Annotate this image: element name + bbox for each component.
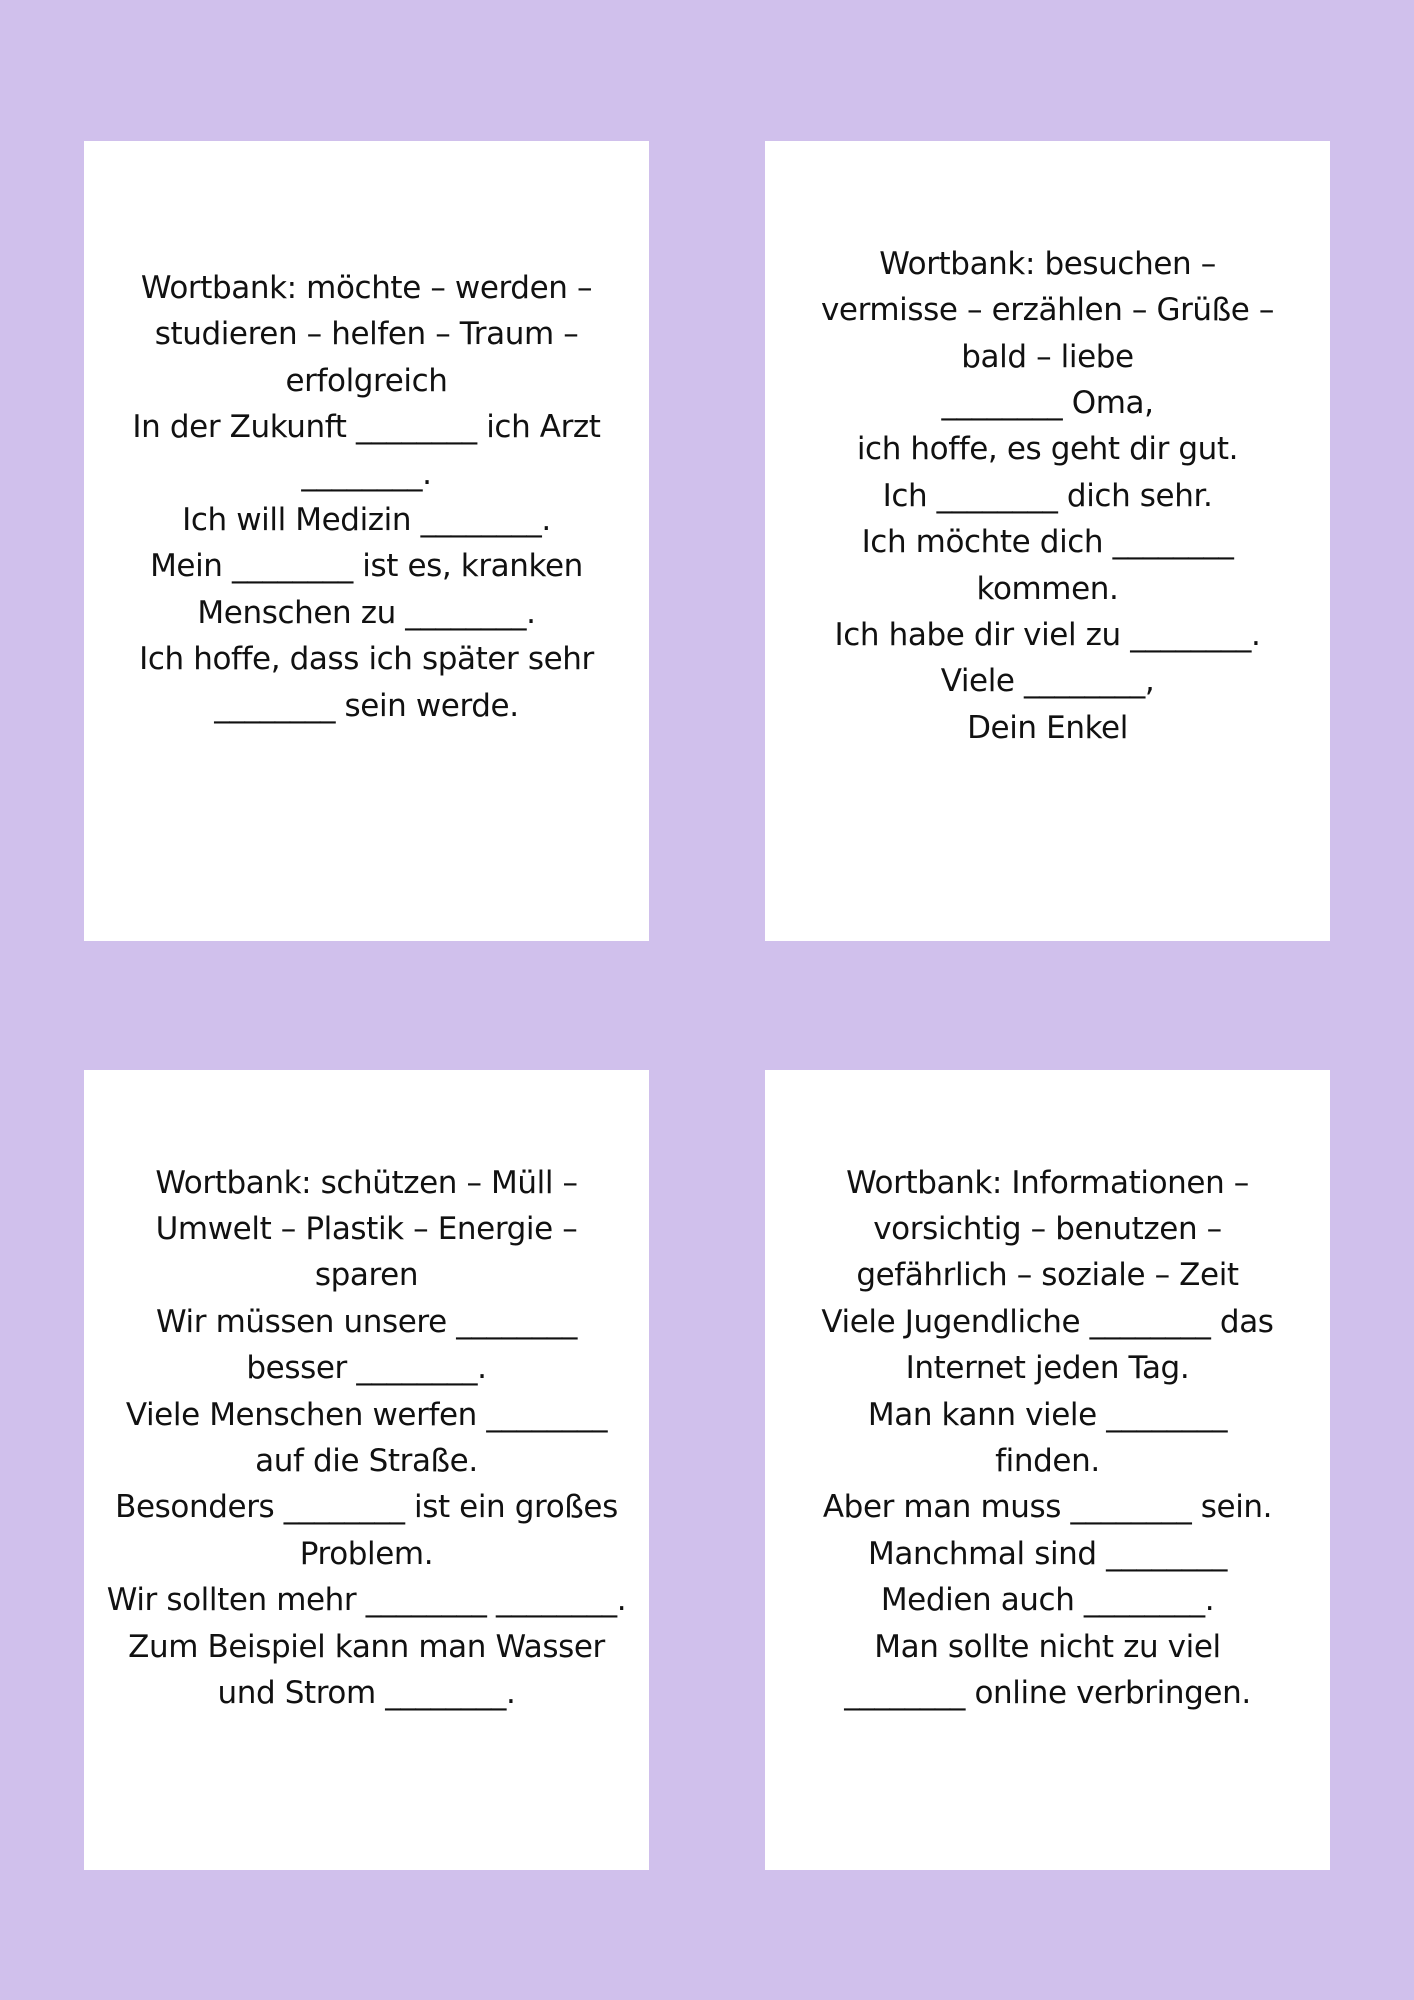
exercise-line: ich hoffe, es geht dir gut. <box>856 431 1239 468</box>
exercise-text <box>821 241 1274 751</box>
word-bank-line: Wortbank: besuchen – <box>879 245 1216 282</box>
word-bank-line: Wortbank: möchte – werden – <box>140 269 593 306</box>
exercise-line: Problem. <box>299 1535 434 1572</box>
exercise-line: ________ online verbringen. <box>844 1675 1251 1712</box>
exercise-line: Viele Jugendliche ________ das <box>821 1303 1274 1340</box>
exercise-line: auf die Straße. <box>255 1443 478 1479</box>
exercise-line: Viele ________, <box>940 663 1155 700</box>
exercise-line: Internet jeden Tag. <box>905 1350 1190 1387</box>
exercise-line: Ich will Medizin ________. <box>182 502 551 538</box>
exercise-line: Ich habe dir viel zu ________. <box>834 617 1261 654</box>
exercise-line: Ich ________ dich sehr. <box>882 477 1213 514</box>
word-bank-line: vermisse – erzählen – Grüße – <box>820 292 1275 329</box>
word-bank-line: Wortbank: schützen – Müll – <box>155 1164 578 1201</box>
exercise-line: Dein Enkel <box>967 709 1128 746</box>
word-bank-line: bald – liebe <box>961 338 1134 375</box>
exercise-text <box>107 1160 626 1717</box>
exercise-line: Menschen zu ________. <box>197 594 536 631</box>
word-bank-line: studieren – helfen – Traum – <box>154 316 579 353</box>
exercise-line: Wir müssen unsere ________ <box>155 1303 577 1340</box>
word-bank-line: sparen <box>314 1257 419 1294</box>
exercise-line: Ich hoffe, dass ich später sehr <box>139 641 594 678</box>
exercise-line: Zum Beispiel kann man Wasser <box>128 1628 605 1665</box>
exercise-line: ________. <box>301 455 432 492</box>
exercise-line: ________ Oma, <box>941 384 1154 421</box>
exercise-line: Man sollte nicht zu viel <box>874 1628 1221 1665</box>
exercise-card-1 <box>84 141 649 941</box>
exercise-line: In der Zukunft ________ ich Arzt <box>132 409 601 446</box>
exercise-line: und Strom ________. <box>217 1675 516 1712</box>
exercise-line: Wir sollten mehr ________ ________. <box>106 1582 627 1619</box>
exercise-line: besser ________. <box>246 1350 487 1387</box>
word-bank-line: Umwelt – Plastik – Energie – <box>155 1210 578 1247</box>
word-bank-line: Wortbank: Informationen – <box>846 1164 1249 1201</box>
exercise-line: Medien auch ________. <box>880 1582 1215 1619</box>
exercise-card-4 <box>765 1070 1330 1870</box>
exercise-card-2 <box>765 141 1330 941</box>
exercise-text <box>821 1160 1273 1717</box>
exercise-line: Viele Menschen werfen ________ <box>125 1396 608 1433</box>
exercise-line: Ich möchte dich ________ <box>861 524 1234 561</box>
exercise-card-3 <box>84 1070 649 1870</box>
exercise-line: ________ sein werde. <box>214 687 519 724</box>
exercise-line: Mein ________ ist es, kranken <box>150 548 583 585</box>
exercise-line: Manchmal sind ________ <box>868 1535 1227 1572</box>
word-bank-line: gefährlich – soziale – Zeit <box>856 1257 1239 1294</box>
exercise-line: finden. <box>995 1443 1100 1479</box>
word-bank-line: vorsichtig – benutzen – <box>873 1210 1222 1247</box>
exercise-line: Besonders ________ ist ein großes <box>115 1489 618 1526</box>
exercise-line: kommen. <box>976 570 1119 607</box>
exercise-line: Man kann viele ________ <box>867 1396 1228 1433</box>
exercise-line: Aber man muss ________ sein. <box>822 1489 1273 1526</box>
word-bank-line: erfolgreich <box>285 362 448 399</box>
exercise-text <box>132 265 600 729</box>
